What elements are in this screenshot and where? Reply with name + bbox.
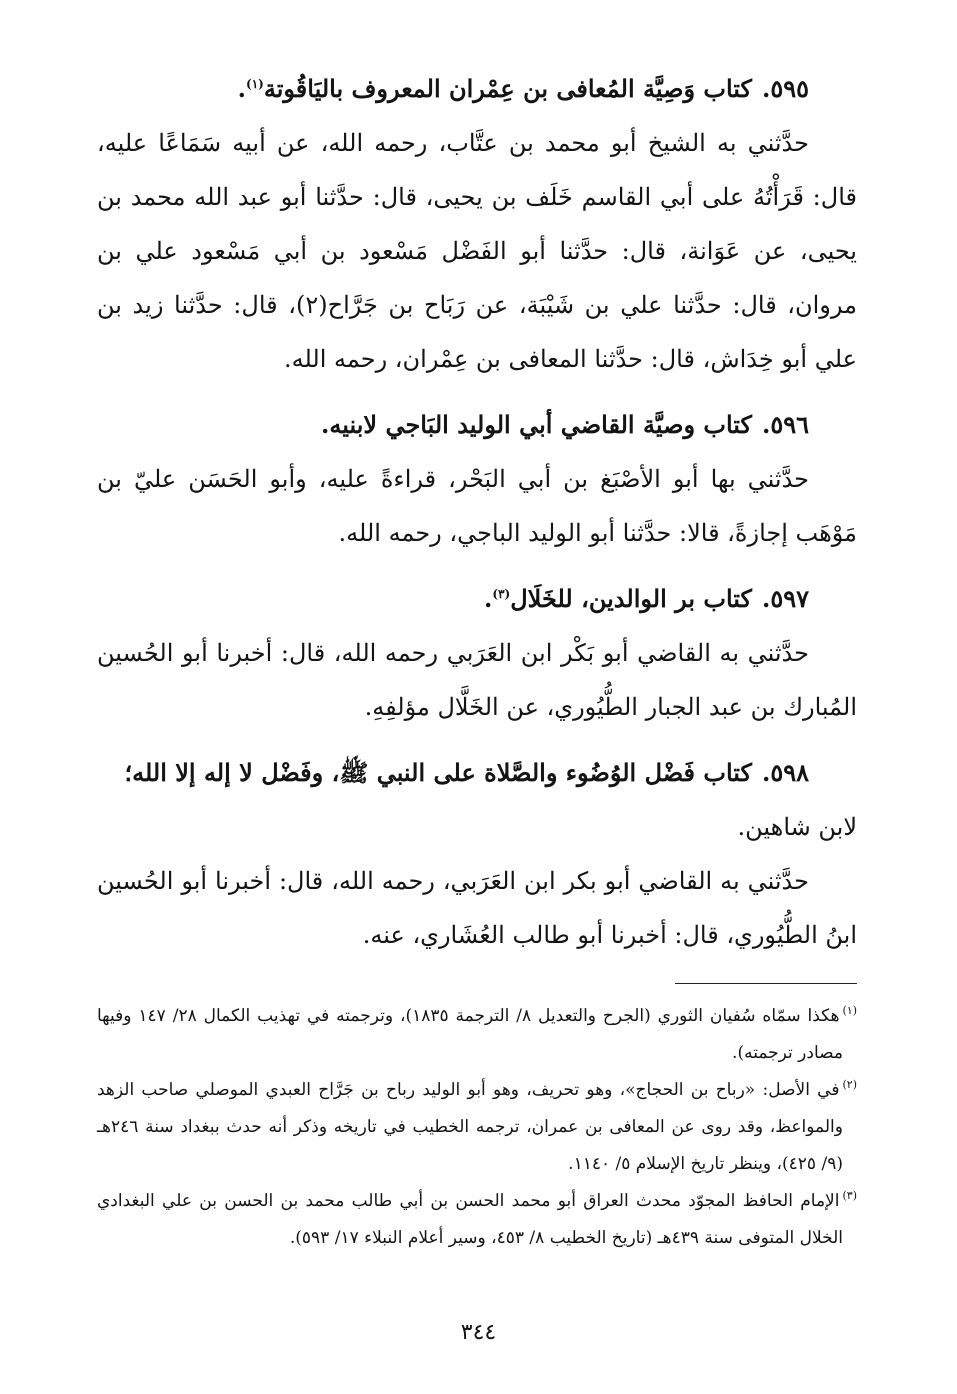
footnote-3 (97, 1183, 857, 1257)
footnote-ref: (١) (246, 77, 264, 91)
footnote-marker: (٣) (842, 1189, 857, 1203)
main-text (97, 62, 857, 974)
entry-596 (97, 398, 857, 560)
footnote-text: في الأصل: «رباح بن الحجاج»، وهو تحريف، وهو أبو الوليد رباح بن جَرَّاح العبدي الموصلي صاحب الزهد والمواعظ، وقد روى عن المعافى بن عمران، ترجمه الخطيب في تاريخه وذكر أنه حدث ببغداد سنة ٢٤٦هـ (٩/ ٤٢٥)، وينظر تاريخ الإسلام ٥/ ١١٤٠. (97, 1080, 843, 1174)
entry-title-end: . (484, 584, 493, 613)
entry-title-continuation: لابن شاهين. (737, 813, 857, 841)
entry-heading (97, 398, 857, 452)
entry-title: كتاب وَصِيَّة المُعافى بن عِمْران المعروف باليَاقُوتة (263, 74, 752, 103)
entry-heading (97, 746, 857, 800)
footnote-text: هكذا سمّاه سُفيان الثوري (الجرح والتعديل ٨/ الترجمة ١٨٣٥)، وترجمته في تهذيب الكمال ٢٨/ ١٤٧ وفيها مصادر ترجمته). (97, 1006, 843, 1063)
entry-number: ٥٩٦. (761, 410, 809, 439)
footnote-1 (97, 998, 857, 1072)
entry-body: حدَّثني بها أبو الأصْبَغ بن أبي البَحْر، قراءةً عليه، وأبو الحَسَن عليّ بن مَوْهَب إجازةً، قالا: حدَّثنا أبو الوليد الباجي، رحمه الله. (97, 465, 857, 547)
page-number: ٣٤٤ (460, 1320, 497, 1345)
entry-title: كتاب بر الوالدين، للخَلَال (510, 584, 752, 613)
footnote-ref: (٣) (492, 587, 511, 601)
footnote-divider (675, 983, 857, 984)
footnote-text: الإمام الحافظ المجوّد محدث العراق أبو محمد الحسن بن أبي طالب محمد بن الحسن بن علي البغدادي الخلال المتوفى سنة ٤٣٩هـ (تاريخ الخطيب ٨/ ٤٥٣، وسير أعلام النبلاء ١٧/ ٥٩٣). (97, 1191, 843, 1248)
entry-body: حدَّثني به القاضي أبو بَكْر ابن العَرَبي رحمه الله، قال: أخبرنا أبو الحُسين المُبارك بن عبد الجبار الطُّيُوري، عن الخَلَّال مؤلفِهِ. (97, 639, 857, 721)
entry-title: كتاب وصيَّة القاضي أبي الوليد البَاجي لابنيه. (321, 410, 752, 439)
entry-body: حدَّثني به الشيخ أبو محمد بن عتَّاب، رحمه الله، عن أبيه سَمَاعًا عليه، قال: قَرَأْتُهُ على أبي القاسم خَلَف بن يحيى، قال: حدَّثنا أبو عبد الله محمد بن يحيى، عن عَوَانة، قال: حدَّثنا أبو الفَضْل مَسْعود بن أبي مَسْعود علي بن مروان، قال: حدَّثنا علي بن شَيْبَة، عن رَبَاح بن جَرَّاح(٢)، قال: حدَّثنا زيد بن علي أبو خِدَاش، قال: حدَّثنا المعافى بن عِمْران، رحمه الله. (97, 129, 857, 373)
entry-body: حدَّثني به القاضي أبو بكر ابن العَرَبي، رحمه الله، قال: أخبرنا أبو الحُسين ابنُ الطُّيُوري، قال: أخبرنا أبو طالب العُشَاري، عنه. (97, 867, 857, 949)
footnote-marker: (٢) (842, 1078, 857, 1092)
entry-595 (97, 62, 857, 386)
entry-heading (97, 572, 857, 626)
entry-598 (97, 746, 857, 962)
footnote-marker: (١) (842, 1004, 858, 1018)
entry-heading (97, 62, 857, 116)
footnote-2 (97, 1072, 857, 1183)
entry-number: ٥٩٥. (761, 74, 809, 103)
entry-number: ٥٩٨. (761, 758, 809, 787)
entry-title: كتاب فَضْل الوُضُوء والصَّلاة على النبي ﷺ، وفَضْل لا إله إلا الله؛ (124, 758, 752, 787)
entry-title-end: . (237, 74, 247, 103)
entry-597 (97, 572, 857, 734)
entry-number: ٥٩٧. (761, 584, 809, 613)
footnotes (97, 998, 857, 1257)
